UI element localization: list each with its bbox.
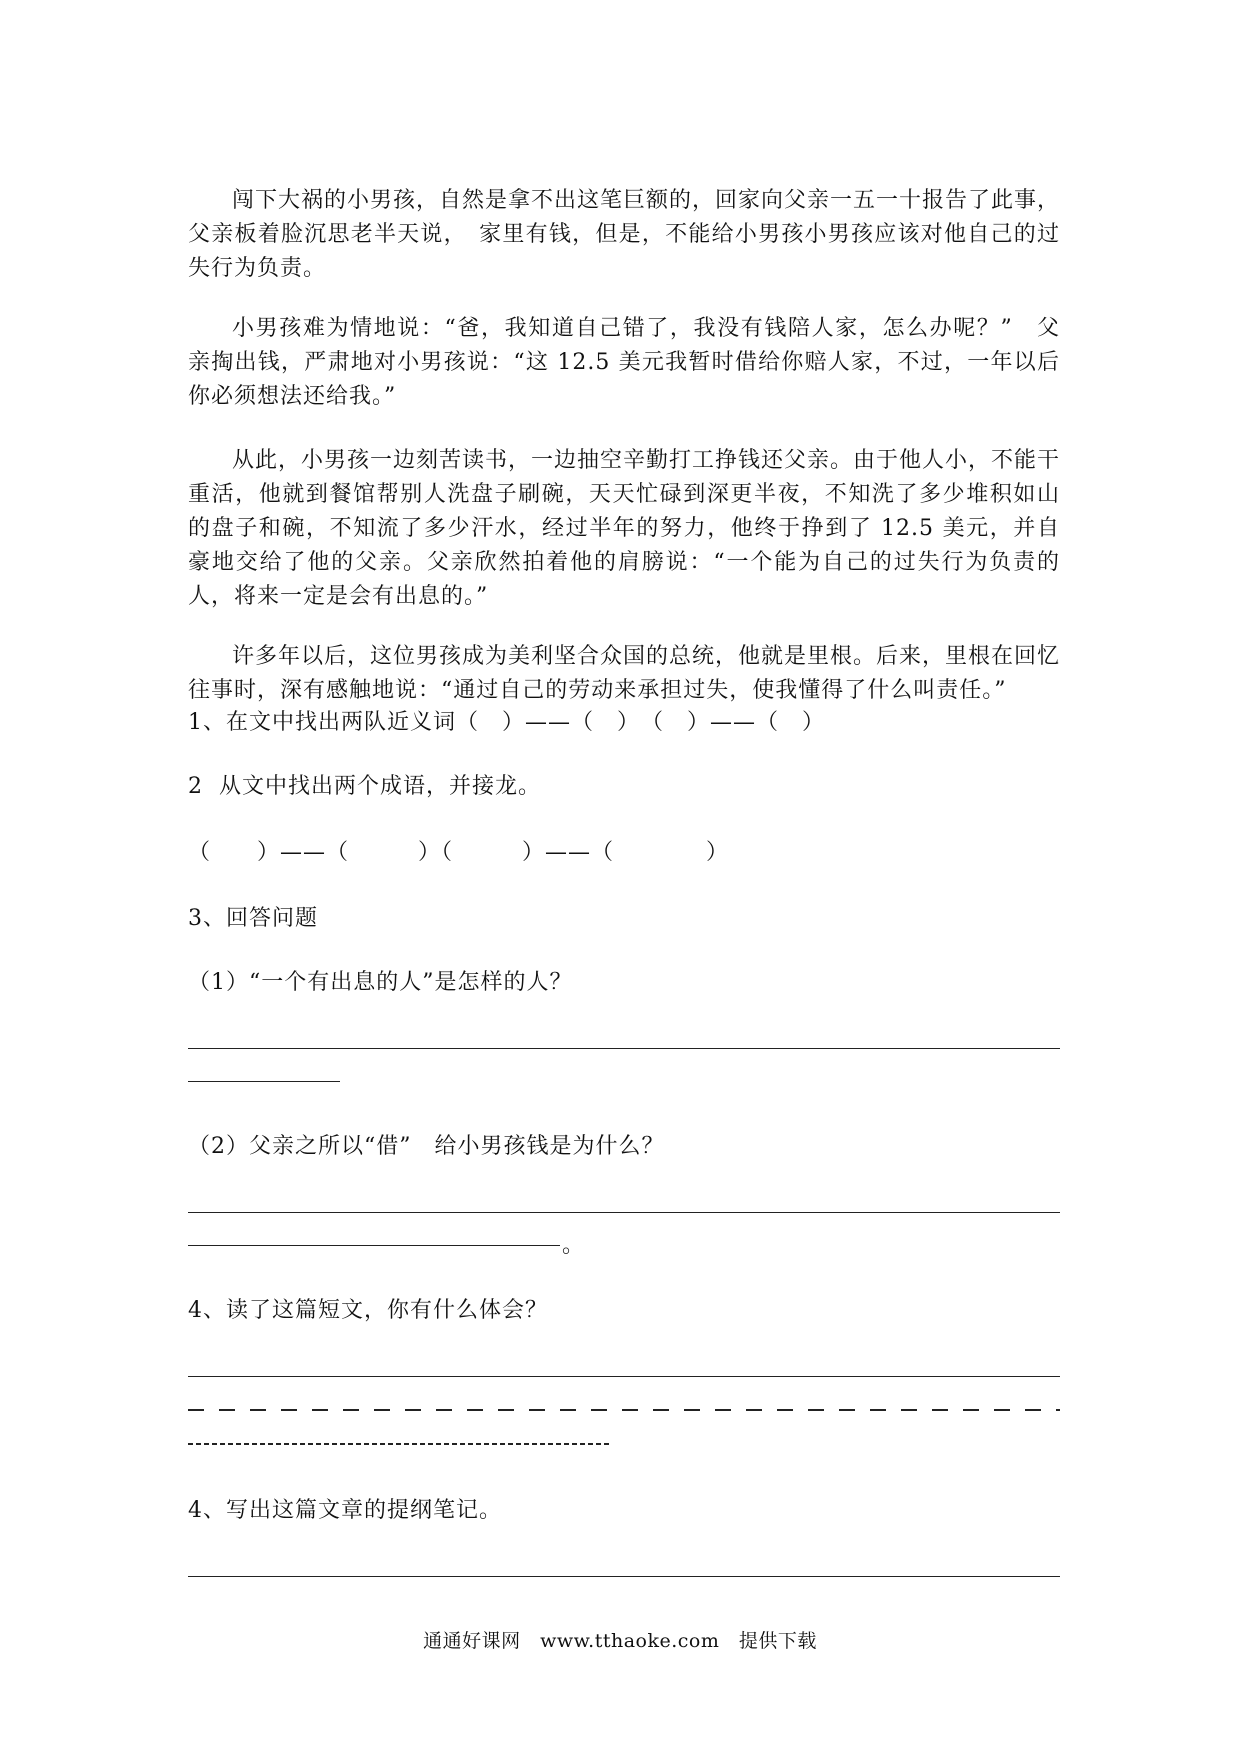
answer-line <box>188 1443 610 1445</box>
passage-paragraph-3 <box>188 444 1060 614</box>
passage-paragraph-2-text: 小男孩难为情地说：“爸，我知道自己错了，我没有钱陪人家，怎么办呢？” 父亲掏出钱，严肃地对小男孩说：“这 12.5 美元我暂时借给你赔人家，不过，一年以后你必须想法还给我。” <box>188 316 1060 409</box>
question-3-text: 3、回答问题 <box>188 906 318 931</box>
question-1 <box>188 706 1060 740</box>
question-3-2-text: （2）父亲之所以“借” 给小男孩钱是为什么？ <box>188 1134 665 1159</box>
period-mark: 。 <box>562 1233 585 1258</box>
passage-paragraph-2 <box>188 312 1060 414</box>
passage-paragraph-1-text: 闯下大祸的小男孩，自然是拿不出这笔巨额的，回家向父亲一五一十报告了此事，父亲板着脸沉思老半天说， 家里有钱，但是，不能给小男孩小男孩应该对他自己的过失行为负责。 <box>188 188 1061 281</box>
answer-line <box>188 1212 1060 1213</box>
answer-line <box>188 1081 340 1082</box>
question-2-text: 2 从文中找出两个成语，并接龙。 <box>188 774 541 799</box>
question-1-text: 1、在文中找出两队近义词（ ）——（ ） （ ）——（ ） <box>188 710 825 735</box>
page-footer: 通通好课网 www.tthaoke.com 提供下载 <box>423 1630 817 1652</box>
question-3-2 <box>188 1130 1060 1164</box>
passage-paragraph-4 <box>188 640 1060 708</box>
question-3-1-text: （1）“一个有出息的人”是怎样的人？ <box>188 970 573 995</box>
question-4-text: 4、读了这篇短文，你有什么体会？ <box>188 1298 548 1323</box>
question-5-text: 4、写出这篇文章的提纲笔记。 <box>188 1498 502 1523</box>
passage-paragraph-1 <box>188 184 1060 286</box>
answer-line <box>188 1376 1060 1377</box>
question-2-blanks <box>188 836 1060 870</box>
answer-line <box>188 1245 560 1246</box>
question-3 <box>188 902 1060 936</box>
answer-line <box>188 1048 1060 1049</box>
question-5 <box>188 1494 1060 1528</box>
question-2-blanks-text: （ ）——（ ）（ ）——（ ） <box>188 840 730 865</box>
answer-line <box>188 1409 1060 1411</box>
passage-paragraph-3-text: 从此，小男孩一边刻苦读书，一边抽空辛勤打工挣钱还父亲。由于他人小，不能干重活，他就到餐馆帮别人洗盘子刷碗，天天忙碌到深更半夜，不知洗了多少堆积如山的盘子和碗，不知流了多少汗水，经过半年的努力，他终于挣到了 12.5 美元，并自豪地交给了他的父亲。父亲欣然拍着他的肩膀说：“一个能为自己的过失行为负责的人，将来一定是会有出息的。” <box>188 448 1061 609</box>
question-3-1 <box>188 966 1060 1000</box>
question-4 <box>188 1294 1060 1328</box>
answer-line <box>188 1576 1060 1577</box>
question-2 <box>188 770 1060 804</box>
passage-paragraph-4-text: 许多年以后，这位男孩成为美利坚合众国的总统，他就是里根。后来，里根在回忆往事时，深有感触地说：“通过自己的劳动来承担过失，使我懂得了什么叫责任。” <box>188 644 1061 703</box>
